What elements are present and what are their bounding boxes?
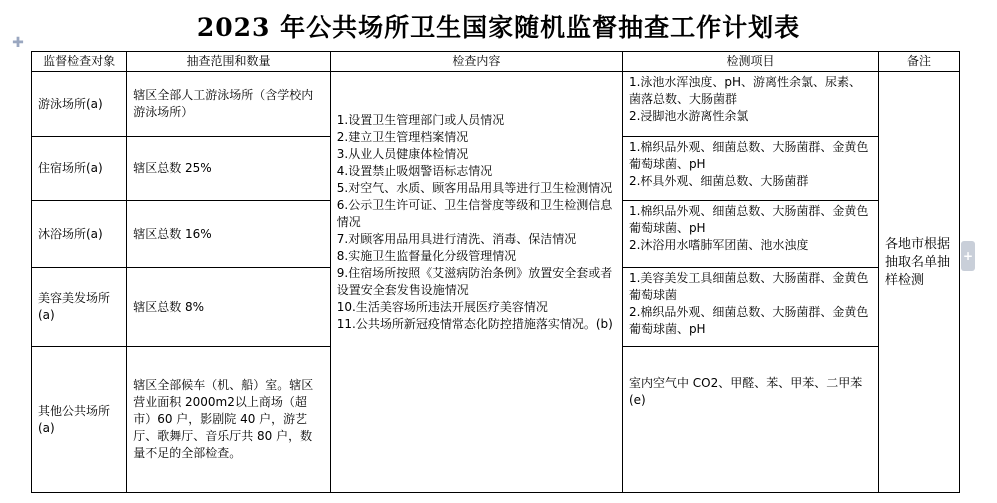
object-cell: 其他公共场所(a) [32, 347, 127, 493]
item-line: 1.泳池水浑浊度、pH、游离性余氯、尿素、菌落总数、大肠菌群 [628, 75, 862, 106]
table-row [32, 72, 960, 137]
item-line: 2.浸脚池水游离性余氯 [628, 109, 749, 123]
object-cell: 美容美发场所(a) [32, 268, 127, 347]
items-cell [622, 72, 878, 137]
note-cell: 各地市根据抽取名单抽样检测 [879, 72, 960, 493]
items-cell [622, 201, 878, 268]
side-tab-plus-icon[interactable]: + [961, 241, 975, 271]
content-cell [330, 72, 622, 493]
content-item: 4.设置禁止吸烟警语标志情况 [336, 164, 493, 178]
content-item: 2.建立卫生管理档案情况 [336, 130, 469, 144]
content-item: 9.住宿场所按照《艾滋病防治条例》放置安全套或者设置安全套发售设施情况 [336, 266, 613, 297]
content-item: 1.设置卫生管理部门或人员情况 [336, 113, 505, 127]
content-item: 11.公共场所新冠疫情常态化防控措施落实情况。(b) [336, 317, 613, 331]
range-cell: 辖区总数 25% [127, 137, 331, 201]
plus-icon[interactable]: ✚ [12, 35, 24, 51]
item-line: 1.棉织品外观、细菌总数、大肠菌群、金黄色葡萄球菌、pH [628, 140, 869, 171]
header-object: 监督检查对象 [32, 52, 127, 72]
content-item: 5.对空气、水质、顾客用品用具等进行卫生检测情况 [336, 181, 613, 195]
header-row [32, 52, 960, 72]
item-line: 1.棉织品外观、细菌总数、大肠菌群、金黄色葡萄球菌、pH [628, 204, 869, 235]
item-line: 1.美容美发工具细菌总数、大肠菌群、金黄色葡萄球菌 [628, 271, 869, 302]
plan-table [31, 51, 960, 493]
page-title: 2023 年公共场所卫生国家随机监督抽查工作计划表 [196, 13, 801, 42]
content-item: 10.生活美容场所违法开展医疗美容情况 [336, 300, 548, 314]
range-cell: 辖区全部候车（机、船）室。辖区营业面积 2000m2以上商场（超市）60 户，影剧院 40 户，游艺厅、歌舞厅、音乐厅共 80 户，数量不足的全部检查。 [127, 347, 331, 493]
range-cell: 辖区总数 16% [127, 201, 331, 268]
object-cell: 游泳场所(a) [32, 72, 127, 137]
header-content: 检查内容 [330, 52, 622, 72]
content-item: 7.对顾客用品用具进行清洗、消毒、保洁情况 [336, 232, 577, 246]
header-items: 检测项目 [622, 52, 878, 72]
range-cell: 辖区总数 8% [127, 268, 331, 347]
item-line: 2.棉织品外观、细菌总数、大肠菌群、金黄色葡萄球菌、pH [628, 305, 869, 336]
items-cell [622, 268, 878, 347]
item-line: 2.杯具外观、细菌总数、大肠菌群 [628, 174, 809, 188]
content-item: 3.从业人员健康体检情况 [336, 147, 469, 161]
object-cell: 住宿场所(a) [32, 137, 127, 201]
content-item: 8.实施卫生监督量化分级管理情况 [336, 249, 517, 263]
items-cell [622, 137, 878, 201]
content-item: 6.公示卫生许可证、卫生信誉度等级和卫生检测信息情况 [336, 198, 613, 229]
header-note: 备注 [879, 52, 960, 72]
items-cell [622, 347, 878, 493]
item-line: 室内空气中 CO2、甲醛、苯、甲苯、二甲苯(e) [628, 376, 863, 407]
range-cell: 辖区全部人工游泳场所（含学校内游泳场所） [127, 72, 331, 137]
item-line: 2.沐浴用水嗜肺军团菌、池水浊度 [628, 238, 809, 252]
header-range: 抽查范围和数量 [127, 52, 331, 72]
object-cell: 沐浴场所(a) [32, 201, 127, 268]
